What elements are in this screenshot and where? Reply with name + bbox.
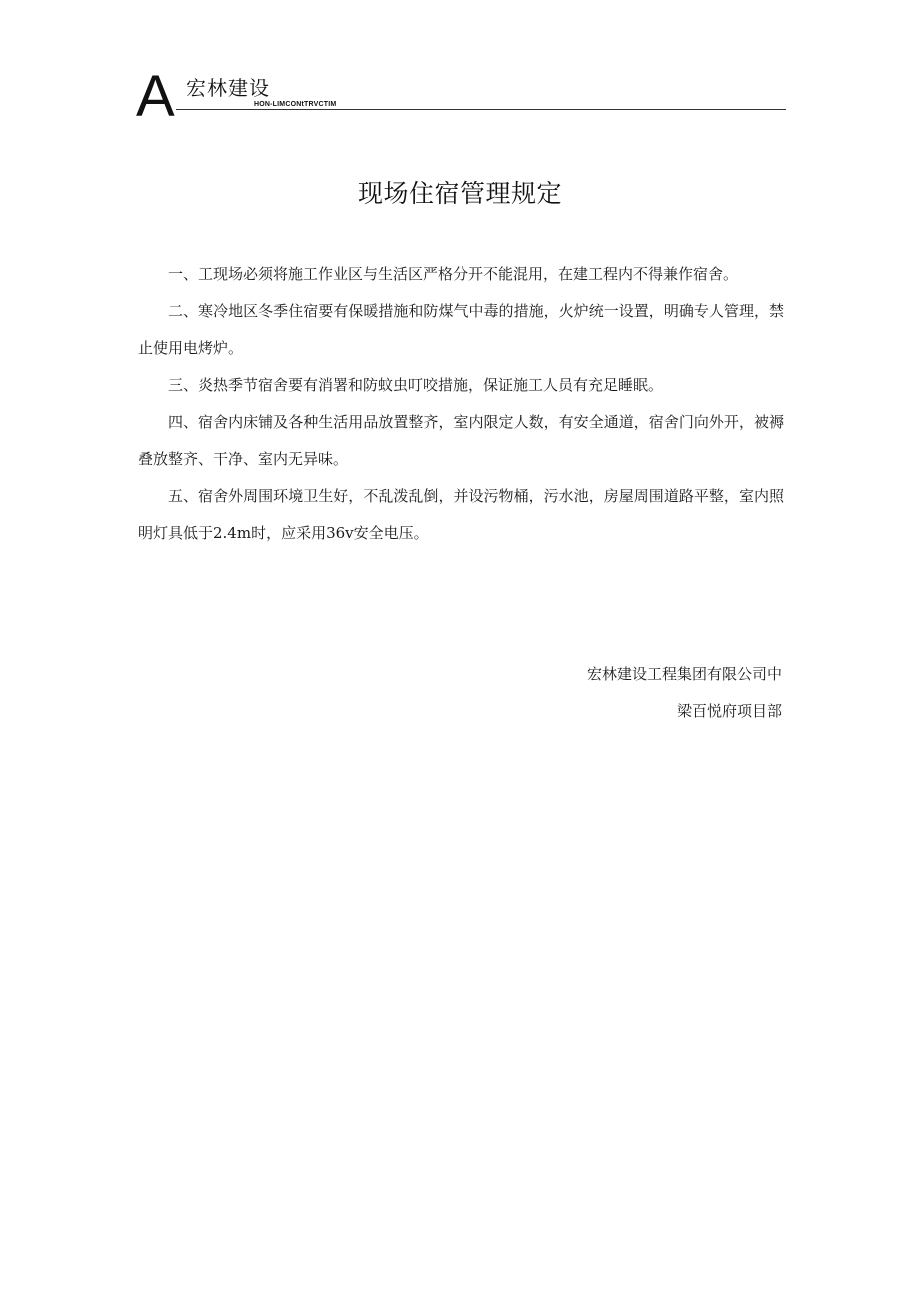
letterhead xyxy=(136,64,786,129)
company-name: 宏林建设 xyxy=(186,76,270,100)
header-divider xyxy=(176,109,786,110)
signature-department: 梁百悦府项目部 xyxy=(676,702,782,720)
company-logo: A xyxy=(136,64,175,129)
paragraph-4: 四、宿舍内床铺及各种生活用品放置整齐，室内限定人数，有安全通道，宿舍门向外开，被褥叠放整齐、干净、室内无异味。 xyxy=(138,413,784,468)
signature-company: 宏林建设工程集团有限公司中 xyxy=(586,665,782,683)
signature-block xyxy=(587,656,782,730)
paragraph-5: 五、宿舍外周围环境卫生好，不乱泼乱倒，并设污物桶，污水池，房屋周围道路平整，室内照明灯具低于2.4m时，应采用36v安全电压。 xyxy=(138,487,784,542)
document-title: 现场住宿管理规定 xyxy=(357,179,562,208)
document-body xyxy=(138,256,784,552)
paragraph-3: 三、炎热季节宿舍要有消署和防蚊虫叮咬措施，保证施工人员有充足睡眠。 xyxy=(168,376,664,394)
paragraph-2: 二、寒冷地区冬季住宿要有保暖措施和防煤气中毒的措施，火炉统一设置，明确专人管理，禁止使用电烤炉。 xyxy=(138,302,784,357)
company-english-name: HON-LIMCONtTRVCTIM xyxy=(254,101,337,108)
paragraph-1: 一、工现场必须将施工作业区与生活区严格分开不能混用，在建工程内不得兼作宿舍。 xyxy=(168,265,739,283)
